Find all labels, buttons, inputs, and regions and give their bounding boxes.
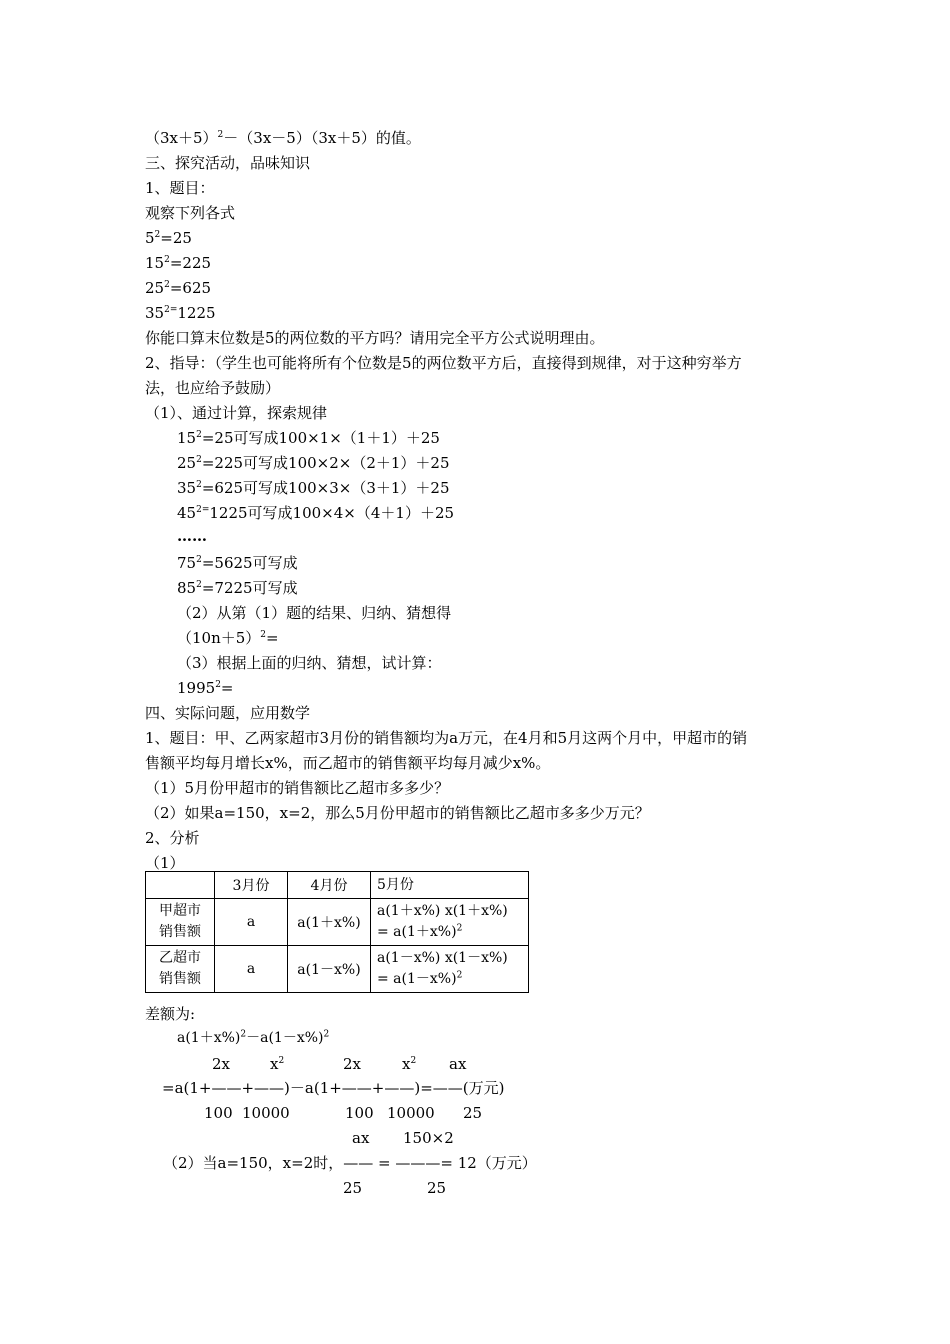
formula-line: $85^2=7225$可写成 <box>177 579 298 597</box>
table-cell: a(1－x%) <box>288 946 371 993</box>
text-line: （3）根据上面的归纳、猜想，试计算： <box>177 654 442 672</box>
table-cell: a <box>215 899 288 946</box>
row-label: 甲超市 <box>159 903 201 919</box>
fraction-numerator: $x^2$ <box>270 1055 285 1073</box>
text-line: 2、分析 <box>145 829 200 847</box>
fraction-denominator: 100 <box>345 1104 374 1122</box>
section-heading-3: 三、探究活动，品味知识 <box>145 154 311 172</box>
cell-line: a(1＋x%) x(1＋x%) <box>377 903 508 919</box>
table-header-cell <box>146 872 215 899</box>
formula-line: $35^2=625$可写成100×3×（3＋1）＋25 <box>177 479 450 497</box>
text-line: 1、题目：甲、乙两家超市3月份的销售额均为a万元，在4月和5月这两个月中，甲超市的销 <box>145 729 748 747</box>
table-cell: a <box>215 946 288 993</box>
cell-line: = $a(1-x\%)^2$ <box>377 970 463 987</box>
text-line: 你能口算末位数是5的两位数的平方吗？请用完全平方公式说明理由。 <box>145 329 605 347</box>
table-row <box>146 946 529 993</box>
fraction-numerator: ax <box>352 1129 370 1147</box>
fraction-numerator: ax <box>449 1055 467 1073</box>
table-cell <box>371 946 529 993</box>
table-cell: a(1＋x%) <box>288 899 371 946</box>
text-line: （1）、通过计算，探索规律 <box>145 404 328 422</box>
ellipsis: …… <box>177 527 207 545</box>
formula-line: $15^2=225$ <box>145 254 212 272</box>
formula-line: $5^2=25$ <box>145 229 192 247</box>
table-header-row <box>146 872 529 899</box>
text-line: 观察下列各式 <box>145 204 236 222</box>
formula-line: $75^2=5625$可写成 <box>177 554 298 572</box>
text-line: （1）5月份甲超市的销售额比乙超市多多少？ <box>145 779 450 797</box>
formula-line: $(10n+5)^2=$ <box>177 629 279 647</box>
text-line: （1） <box>145 854 185 872</box>
formula-line: $15^2=25$可写成100×1×（1＋1）＋25 <box>177 429 440 447</box>
text-line: 法，也应给予鼓励） <box>145 379 281 397</box>
formula-line: =a(1+——+——)－a(1+——+——)=——(万元) <box>162 1079 505 1097</box>
cell-line: a(1－x%) x(1－x%) <box>377 950 508 966</box>
table-row <box>146 899 529 946</box>
formula-line: $25^2=625$ <box>145 279 212 297</box>
section-heading-4: 四、实际问题，应用数学 <box>145 704 311 722</box>
table-header-cell: 3月份 <box>215 872 288 899</box>
table-header-cell: 4月份 <box>288 872 371 899</box>
fraction-numerator: $x^2$ <box>402 1055 417 1073</box>
table-cell <box>371 899 529 946</box>
formula-line: （2）当a=150，x=2时，—— = ———= 12（万元） <box>163 1154 537 1172</box>
sales-table <box>145 871 529 993</box>
fraction-denominator: 10000 <box>387 1104 435 1122</box>
text-line: $(3x+5)^2-(3x-5)(3x+5)$的值。 <box>145 129 421 147</box>
row-label: 销售额 <box>159 924 201 940</box>
fraction-denominator: 25 <box>427 1179 447 1197</box>
table-header-cell: 5月份 <box>371 872 529 899</box>
text-line: 1、题目： <box>145 179 215 197</box>
fraction-numerator: 150×2 <box>403 1129 454 1147</box>
formula-line: $45^{2=}1225$可写成100×4×（4＋1）＋25 <box>177 504 455 522</box>
cell-line: = $a(1+x\%)^2$ <box>377 923 463 940</box>
formula-line: $35^{2=}1225$ <box>145 304 216 322</box>
fraction-denominator: 100 <box>204 1104 233 1122</box>
text-line: （2）从第（1）题的结果、归纳、猜想得 <box>177 604 452 622</box>
text-line: （2）如果a=150，x=2，那么5月份甲超市的销售额比乙超市多多少万元？ <box>145 804 650 822</box>
formula-line: $1995^2=$ <box>177 679 234 697</box>
row-label: 销售额 <box>159 971 201 987</box>
fraction-denominator: 10000 <box>242 1104 290 1122</box>
table-cell <box>146 899 215 946</box>
formula-line: $a(1+x\%)^2-a(1-x\%)^2$ <box>177 1029 330 1046</box>
fraction-denominator: 25 <box>463 1104 483 1122</box>
fraction-numerator: 2x <box>212 1055 231 1073</box>
table-cell <box>146 946 215 993</box>
text-line: 售额平均每月增长x%，而乙超市的销售额平均每月减少x%。 <box>145 754 551 772</box>
text-line: 2、指导：（学生也可能将所有个位数是5的两位数平方后，直接得到规律，对于这种穷举方 <box>145 354 742 372</box>
fraction-numerator: 2x <box>343 1055 362 1073</box>
text-line: 差额为: <box>145 1005 196 1023</box>
row-label: 乙超市 <box>159 950 201 966</box>
fraction-denominator: 25 <box>343 1179 363 1197</box>
formula-line: $25^2=225$可写成100×2×（2＋1）＋25 <box>177 454 450 472</box>
